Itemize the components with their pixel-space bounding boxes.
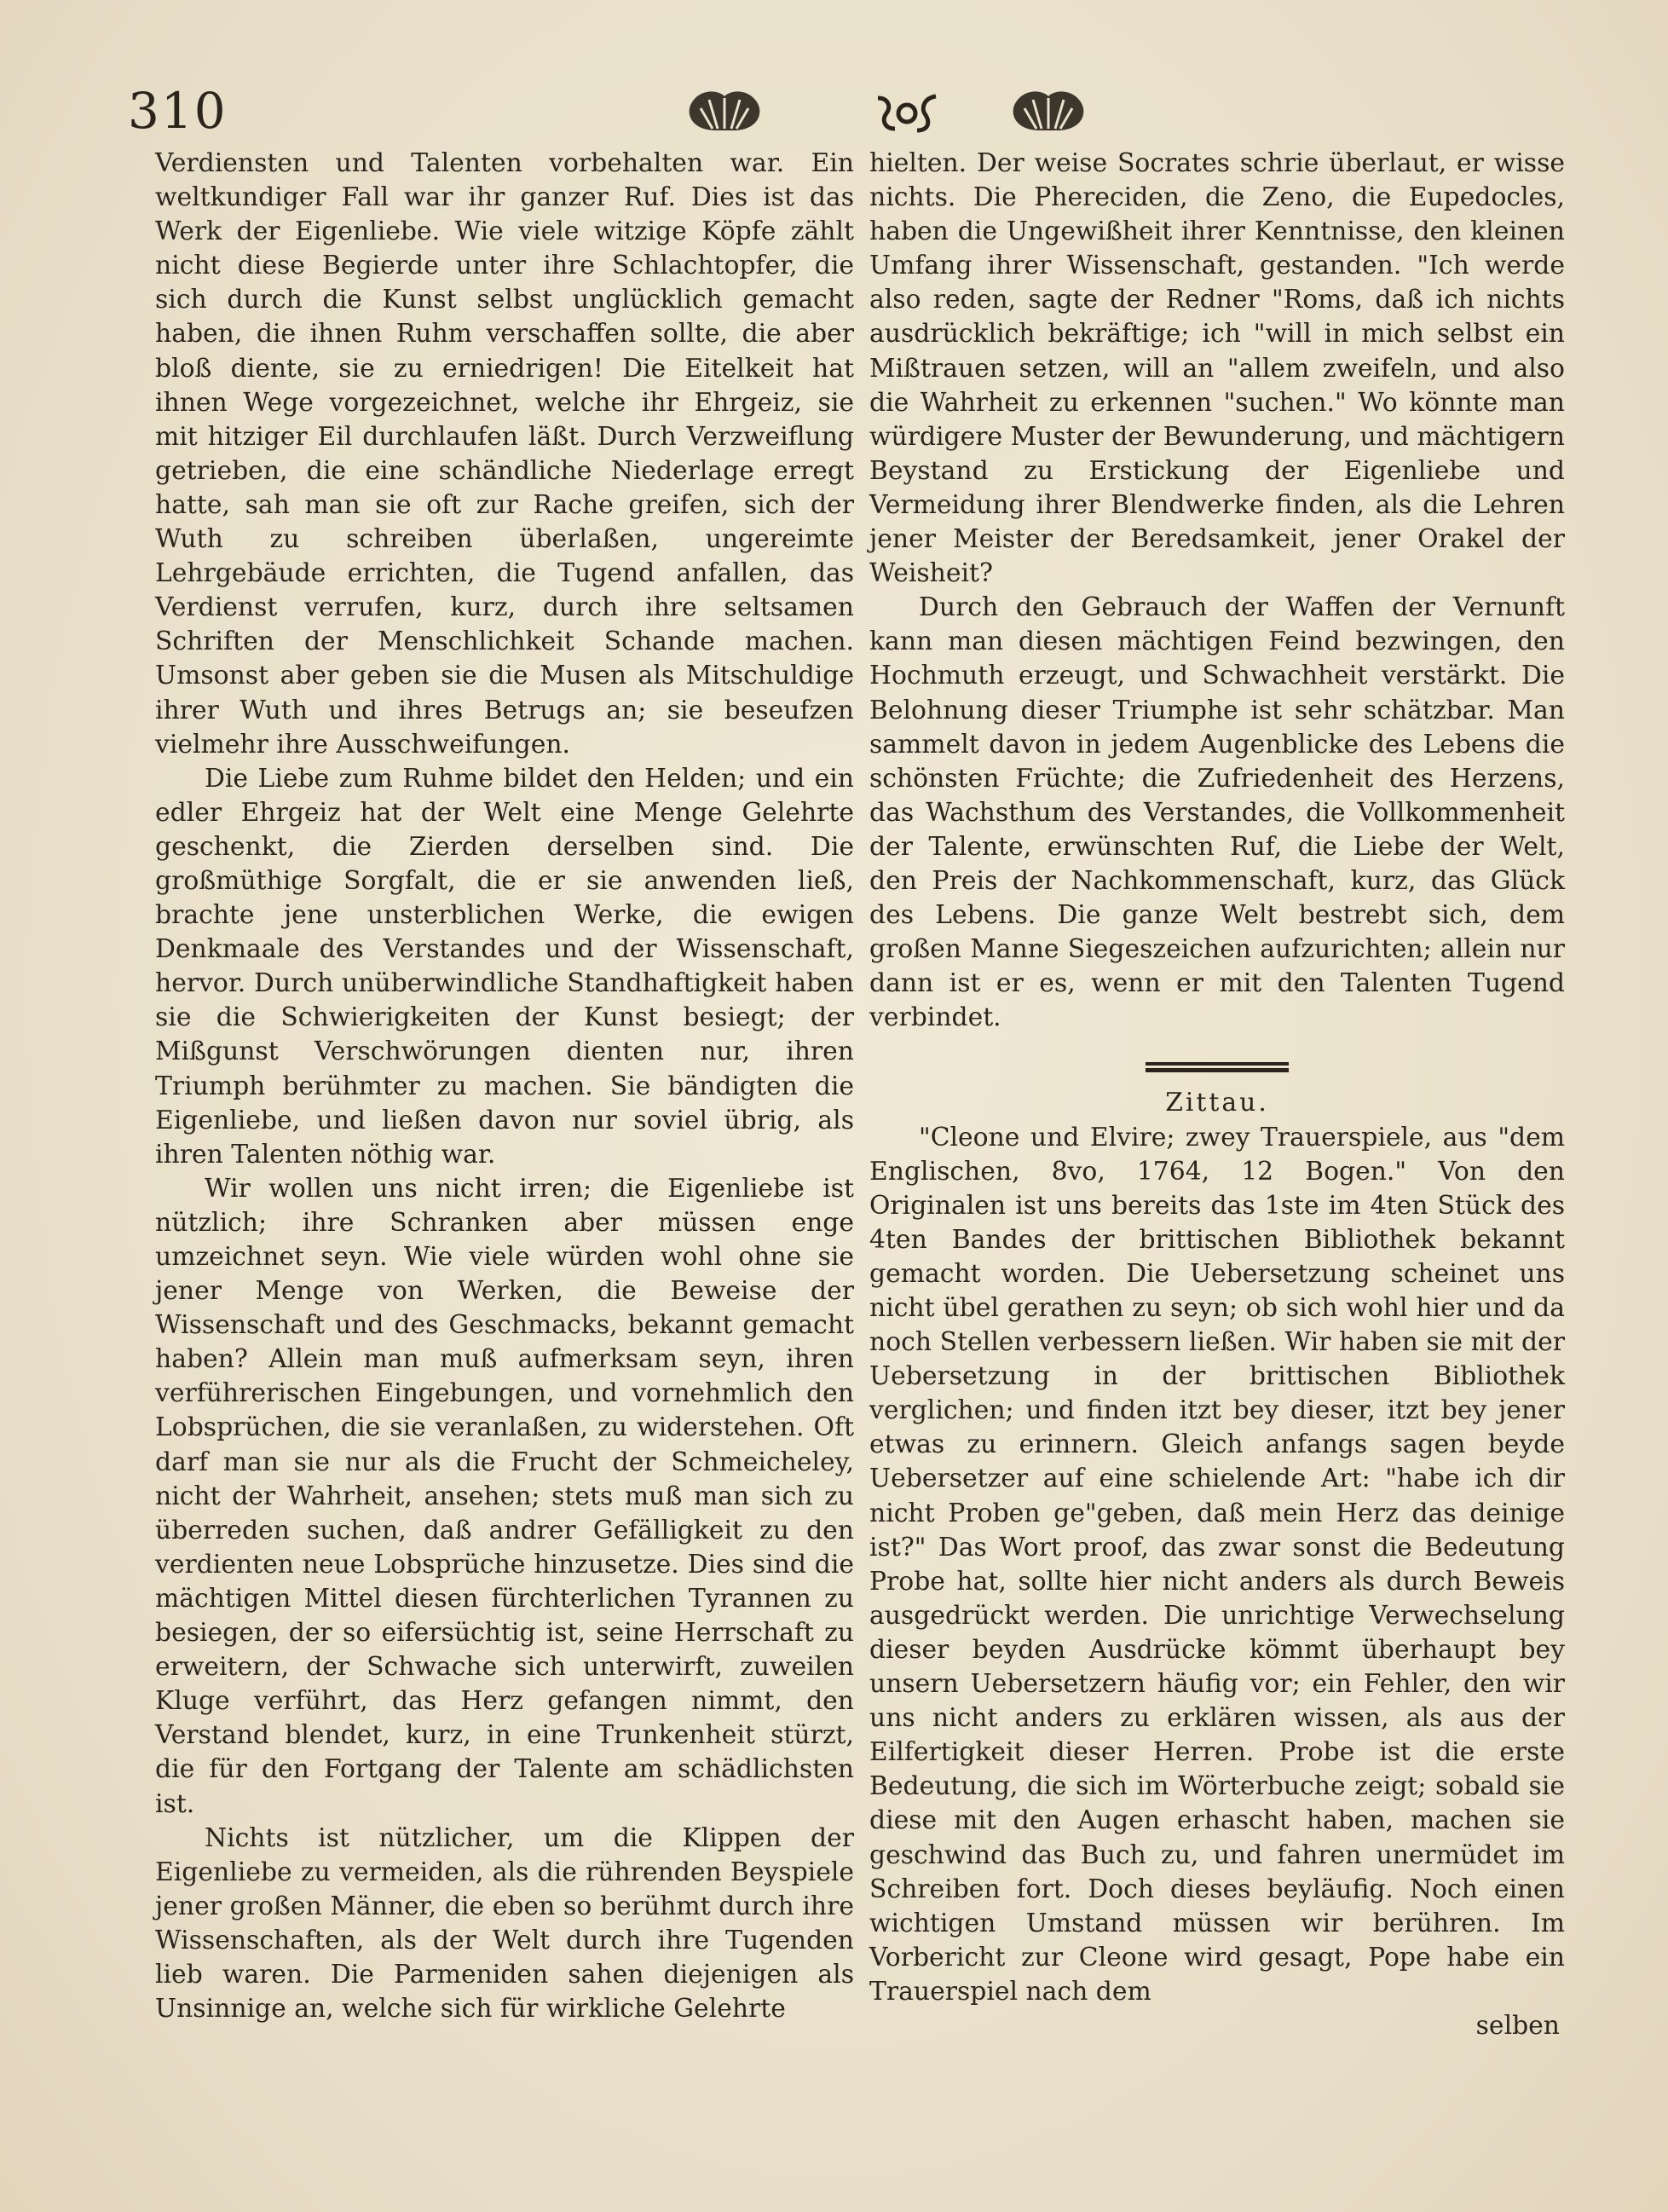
section-divider bbox=[1146, 1060, 1289, 1074]
catchword: selben bbox=[1475, 2010, 1560, 2041]
paragraph: Verdiensten und Talenten vorbehalten war. Ein weltkundiger Fall war ihr ganzer Ruf. Dies ist das Werk der Eigenliebe. Wie viele witzige Köpfe zählt nicht diese Begierde unter ihre Schlachtopfer, die sich durch die Kunst selbst unglücklich gemacht haben, die ihnen Ruhm verschaffen sollte, die aber bloß diente, sie zu erniedrigen! Die Eitelkeit hat ihnen Wege vorgezeichnet, welche ihr Ehrgeiz, sie mit hitziger Eil durchlaufen läßt. Durch Verzweiflung getrieben, die eine schändliche Niederlage erregt hatte, sah man sie oft zur Rache greifen, sich der Wuth zu schreiben überlaßen, ungereimte Lehrgebäude errichten, die Tugend anfallen, das Verdienst verrufen, kurz, durch ihre seltsamen Schriften der Menschlichkeit Schande machen. Umsonst aber geben sie die Musen als Mitschuldige ihrer Wuth und ihres Betrugs an; sie beseufzen vielmehr ihre Ausschweifungen. bbox=[155, 148, 854, 759]
paragraph: Wir wollen uns nicht irren; die Eigenliebe ist nützlich; ihre Schranken aber müssen enge umzeichnet seyn. Wie viele würden wohl ohne sie jener Menge von Werken, die Beweise der Wissenschaft und des Geschmacks, bekannt gemacht haben? Allein man muß aufmerksam seyn, ihren verführerischen Eingebungen, und vornehmlich den Lobsprüchen, die sie veranlaßen, zu widerstehen. Oft darf man sie nur als die Frucht der Schmeicheley, nicht der Wahrheit, ansehen; stets muß man sich zu überreden suchen, daß andrer Gefälligkeit zu den verdienten neue Lobsprüche hinzusetze. Dies sind die mächtigen Mittel diesen fürchterlichen Tyrannen zu besiegen, der so eifersüchtig ist, seine Herrschaft zu erweitern, der Schwache sich unterwirft, zuweilen Kluge verführt, das Herz gefangen nimmt, den Verstand blendet, kurz, in eine Trunkenheit stürzt, die für den Fortgang der Talente am schädlichsten ist. bbox=[155, 1173, 854, 1819]
section-title: Zittau. bbox=[1165, 1088, 1269, 1118]
page-number: 310 bbox=[128, 82, 228, 140]
fleuron-ornament-icon bbox=[665, 81, 1142, 141]
page-header bbox=[128, 81, 1551, 141]
left-column bbox=[155, 147, 854, 2026]
paragraph: "Cleone und Elvire; zwey Trauerspiele, aus "dem Englischen, 8vo, 1764, 12 Bogen." Von den Originalen ist uns bereits das 1ste im 4ten Stück des 4ten Bandes der brittischen Bibliothek bekannt gemacht worden. Die Uebersetzung scheinet uns nicht übel gerathen zu seyn; ob sich wohl hier und da noch Stellen verbessern ließen. Wir haben sie mit der Uebersetzung in der brittischen Bibliothek verglichen; und finden itzt bey dieser, itzt bey jener etwas zu erinnern. Gleich anfangs sagen beyde Uebersetzer auf eine schielende Art: "habe ich dir nicht Proben ge"geben, daß mein Herz das deinige ist?" Das Wort proof, das zwar sonst die Bedeutung Probe hat, sollte hier nicht anders als durch Beweis ausgedrückt werden. Die unrichtige Verwechselung dieser beyden Ausdrücke kömmt überhaupt bey unsern Uebersetzern häufig vor; ein Fehler, den wir uns nicht anders zu erklären wissen, als aus der Eilfertigkeit dieser Herren. Probe ist die erste Bedeutung, die sich im Wörterbuche zeigt; sobald sie diese mit den Augen erhascht haben, machen sie geschwind das Buch zu, und fahren unermüdet im Schreiben fort. Doch dieses beyläufig. Noch einen wichtigen Umstand müssen wir berühren. Im Vorbericht zur Cleone wird gesagt, Pope habe ein Trauerspiel nach dem bbox=[869, 1122, 1565, 2007]
paragraph: Die Liebe zum Ruhme bildet den Helden; und ein edler Ehrgeiz hat der Welt eine Menge Gelehrte geschenkt, die Zierden derselben sind. Die großmüthige Sorgfalt, die er sie anwenden ließ, brachte jene unsterblichen Werke, die ewigen Denkmaale des Verstandes und der Wissenschaft, hervor. Durch unüberwindliche Standhaftigkeit haben sie die Schwierigkeiten der Kunst besiegt; der Mißgunst Verschwörungen dienten nur, ihren Triumph berühmter zu machen. Sie bändigten die Eigenliebe, und ließen davon nur soviel übrig, als ihren Talenten nöthig war. bbox=[155, 763, 854, 1170]
paragraph: Durch den Gebrauch der Waffen der Vernunft kann man diesen mächtigen Feind bezwingen, den Hochmuth erzeugt, und Schwachheit verstärkt. Die Belohnung dieser Triumphe ist sehr schätzbar. Man sammelt davon in jedem Augenblicke des Lebens die schönsten Früchte; die Zufriedenheit des Herzens, das Wachsthum des Verstandes, die Vollkommenheit der Talente, erwünschten Ruf, die Liebe der Welt, den Preis der Nachkommenschaft, kurz, das Glück des Lebens. Die ganze Welt bestrebt sich, dem großen Manne Siegeszeichen aufzurichten; allein nur dann ist er es, wenn er mit den Talenten Tugend verbindet. bbox=[869, 592, 1565, 1033]
paragraph: Nichts ist nützlicher, um die Klippen der Eigenliebe zu vermeiden, als die rührenden Beyspiele jener großen Männer, die eben so berühmt durch ihre Wissenschaften, als der Welt durch ihre Tugenden lieb waren. Die Parmeniden sahen diejenigen als Unsinnige an, welche sich für wirkliche Gelehrte bbox=[155, 1822, 854, 2024]
right-column bbox=[869, 147, 1565, 2043]
paragraph: hielten. Der weise Socrates schrie überlaut, er wisse nichts. Die Phereciden, die Zeno, die Eupedocles, haben die Ungewißheit ihrer Kenntnisse, den kleinen Umfang ihrer Wissenschaft, gestanden. "Ich werde also reden, sagte der Redner "Roms, daß ich nichts ausdrücklich bekräftige; ich "will in mich selbst ein Mißtrauen setzen, will an "allem zweifeln, und also die Wahrheit zu erkennen "suchen." Wo könnte man würdigere Muster der Bewunderung, und mächtigern Beystand zu Erstickung der Eigenliebe und Vermeidung ihrer Blendwerke finden, als die Lehren jener Meister der Beredsamkeit, jener Orakel der Weisheit? bbox=[869, 148, 1565, 589]
